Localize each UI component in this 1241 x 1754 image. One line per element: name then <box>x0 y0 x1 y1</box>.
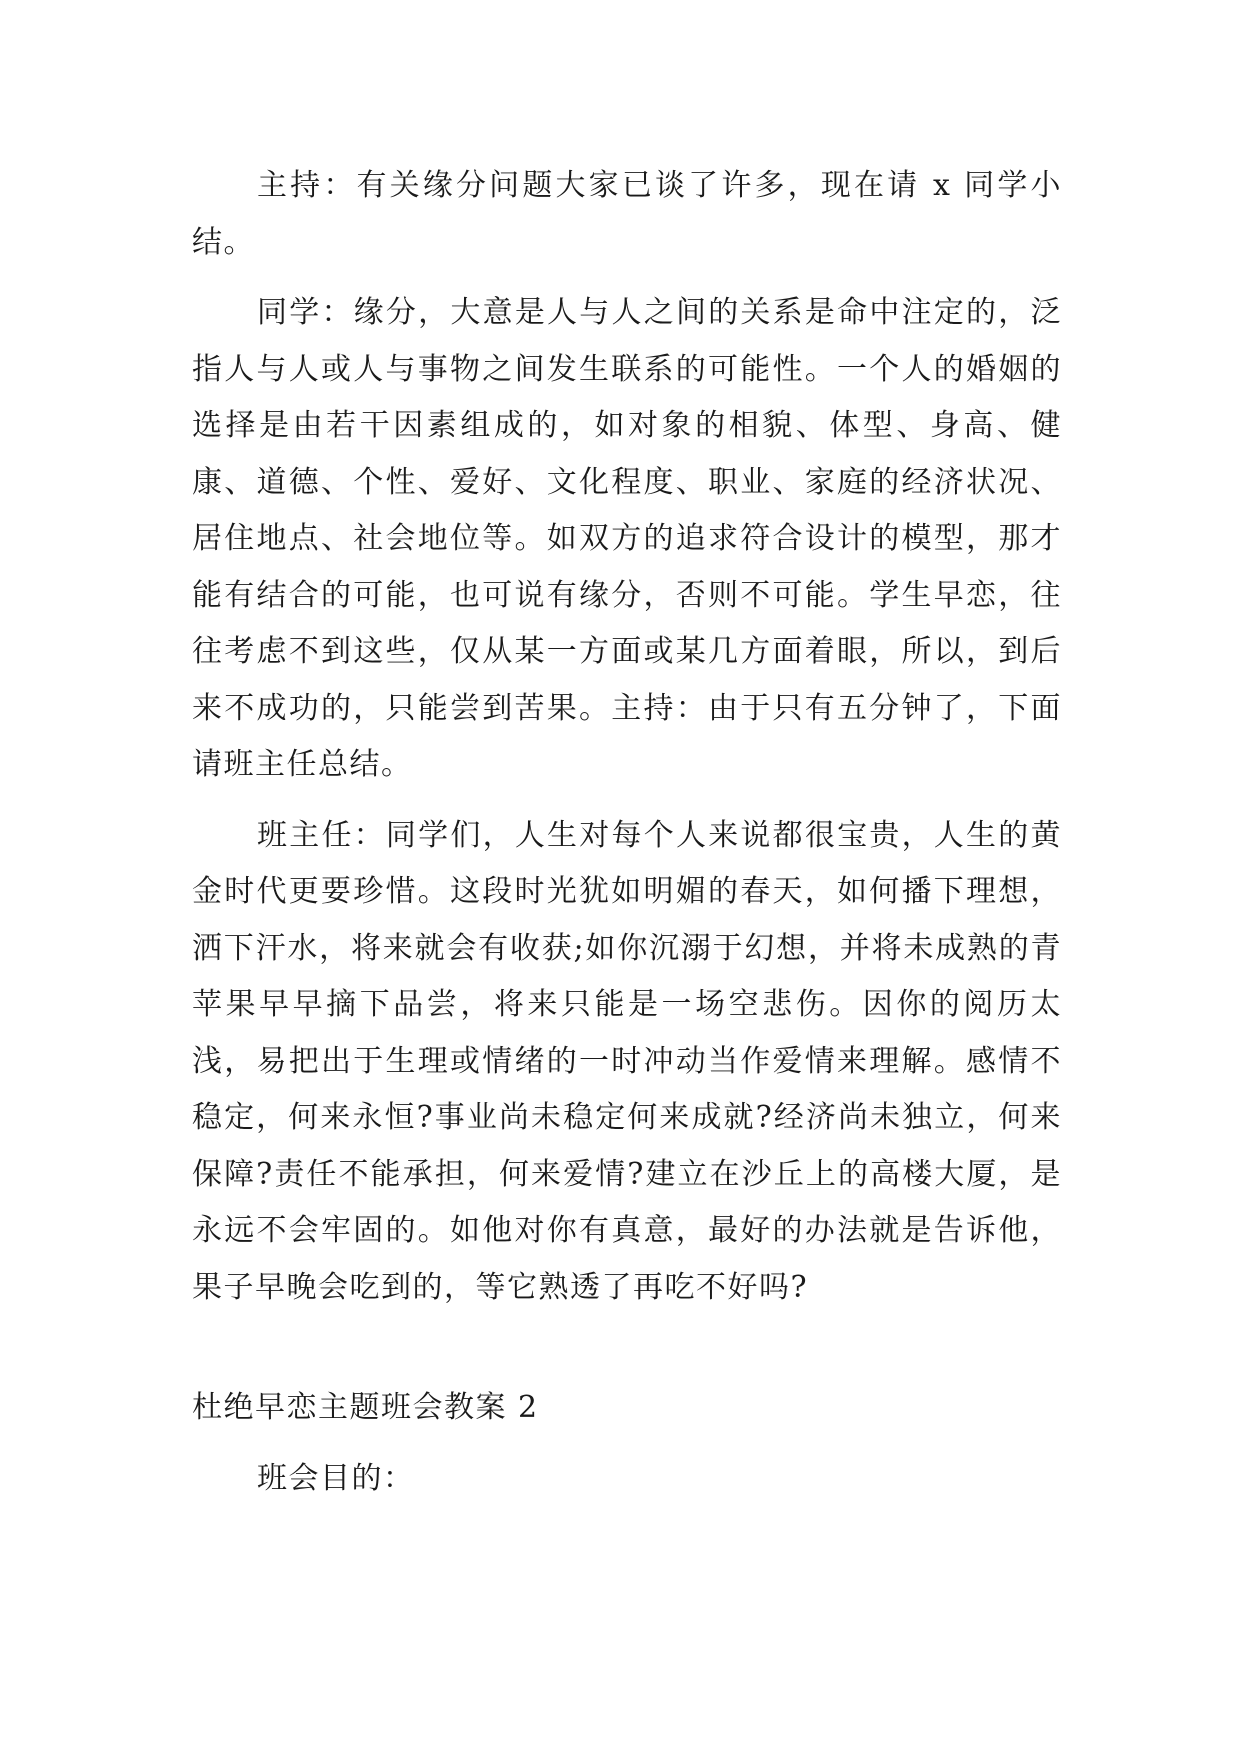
document-body <box>192 158 1062 1507</box>
section-heading: 杜绝早恋主题班会教案 2 <box>192 1390 539 1425</box>
paragraph-teacher-summary: 班主任：同学们，人生对每个人来说都很宝贵，人生的黄金时代更要珍惜。这段时光犹如明媚的春天，如何播下理想，洒下汗水，将来就会有收获;如你沉溺于幻想，并将未成熟的青苹果早早摘下品尝，将来只能是一场空悲伤。因你的阅历太浅，易把出于生理或情绪的一时冲动当作爱情来理解。感情不稳定，何来永恒?事业尚未稳定何来成就?经济尚未独立，何来保障?责任不能承担，何来爱情?建立在沙丘上的高楼大厦，是永远不会牢固的。如他对你有真意，最好的办法就是告诉他，果子早晚会吃到的，等它熟透了再吃不好吗? <box>192 817 1062 1305</box>
paragraph-host-summary-request: 主持：有关缘分问题大家已谈了许多，现在请 x 同学小结。 <box>192 168 1062 260</box>
section-subheading: 班会目的： <box>257 1460 415 1496</box>
paragraph-student-summary: 同学：缘分，大意是人与人之间的关系是命中注定的，泛指人与人或人与事物之间发生联系的可能性。一个人的婚姻的选择是由若干因素组成的，如对象的相貌、体型、身高、健康、道德、个性、爱好、文化程度、职业、家庭的经济状况、居住地点、社会地位等。如双方的追求符合设计的模型，那才能有结合的可能，也可说有缘分，否则不可能。学生早恋，往往考虑不到这些，仅从某一方面或某几方面着眼，所以，到后来不成功的，只能尝到苦果。主持：由于只有五分钟了，下面请班主任总结。 <box>192 295 1062 782</box>
